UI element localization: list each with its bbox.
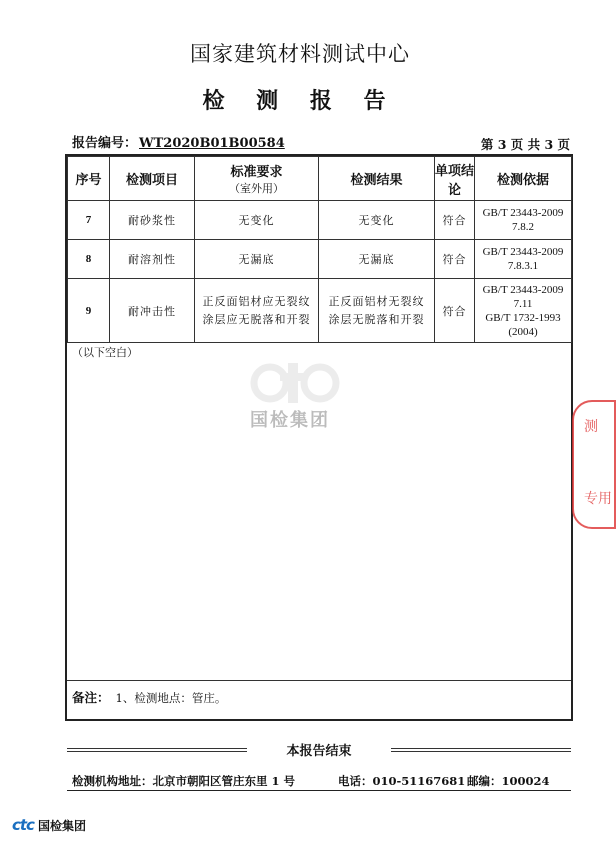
row-basis	[475, 279, 572, 343]
row-basis-line: 7.8.2	[512, 221, 534, 233]
row-item: 耐溶剂性	[110, 240, 195, 279]
lab-address: 检测机构地址：北京市朝阳区管庄东里 1 号	[72, 774, 296, 788]
ctc-logo-text: 国检集团	[37, 819, 86, 833]
row-basis-line: 7.11	[513, 297, 533, 310]
row-basis	[475, 201, 572, 240]
row-result: 正反面铝材无裂纹涂层无脱落和开裂	[319, 279, 435, 343]
row-basis-line: GB/T 23443-2009	[482, 246, 564, 258]
watermark-text: 国检集团	[250, 410, 330, 431]
header-result: 检测结果	[319, 157, 435, 201]
header-requirement	[195, 157, 319, 201]
remarks-divider	[67, 680, 571, 681]
row-conclusion: 符合	[435, 201, 475, 240]
report-number-value: WT2020B01B00584	[139, 136, 285, 151]
end-of-report-row	[67, 740, 571, 760]
header-requirement-sub: （室外用）	[229, 182, 284, 195]
row-seq: 7	[68, 201, 110, 240]
row-conclusion: 符合	[435, 240, 475, 279]
table-header-row	[68, 157, 572, 201]
end-of-report-text: 本报告结束	[286, 744, 352, 759]
lab-postcode: 邮编：100024	[467, 774, 550, 788]
header-requirement-label: 标准要求	[230, 165, 283, 180]
remarks-text: 1、检测地点：管庄。	[115, 691, 227, 705]
row-requirement: 正反面铝材应无裂纹涂层应无脱落和开裂	[195, 279, 319, 343]
row-basis-line: GB/T 1732-1993	[485, 311, 561, 324]
row-requirement: 无漏底	[195, 240, 319, 279]
ctc-watermark-logo	[248, 355, 338, 405]
stamp-text-top: 测	[584, 419, 598, 435]
table-row	[68, 240, 572, 279]
official-seal-stamp	[572, 400, 616, 529]
blank-below-note: （以下空白）	[72, 346, 138, 359]
organization-name: 国家建筑材料测试中心	[190, 42, 410, 66]
remarks	[72, 688, 226, 706]
end-rule-right	[391, 748, 571, 749]
row-conclusion: 符合	[435, 279, 475, 343]
row-basis-line: GB/T 23443-2009	[482, 207, 564, 219]
row-requirement: 无变化	[195, 201, 319, 240]
row-seq: 8	[68, 240, 110, 279]
remarks-label: 备注：	[72, 690, 110, 705]
header-basis: 检测依据	[475, 157, 572, 201]
row-basis-line: 7.8.3.1	[507, 260, 539, 272]
results-table	[67, 156, 572, 343]
row-result: 无变化	[319, 201, 435, 240]
row-basis-line: (2004)	[508, 325, 538, 338]
footer-divider	[67, 790, 571, 791]
document-title: 检 测 报 告	[202, 88, 398, 114]
ctc-brand-logo	[12, 816, 86, 834]
row-basis-line: GB/T 23443-2009	[482, 283, 564, 296]
row-result: 无漏底	[319, 240, 435, 279]
table-row	[68, 279, 572, 343]
row-item: 耐砂浆性	[110, 201, 195, 240]
stamp-text-bottom: 专用	[584, 491, 612, 507]
report-number	[72, 132, 285, 151]
header-conclusion: 单项结论	[435, 157, 475, 201]
report-number-label: 报告编号：	[72, 136, 138, 151]
row-basis	[475, 240, 572, 279]
row-item: 耐冲击性	[110, 279, 195, 343]
row-seq: 9	[68, 279, 110, 343]
lab-phone: 电话：010-51167681	[338, 774, 466, 788]
table-row	[68, 201, 572, 240]
end-rule-right	[391, 751, 571, 752]
ctc-logo-mark: ctc	[12, 816, 34, 834]
header-item: 检测项目	[110, 157, 195, 201]
header-seq: 序号	[68, 157, 110, 201]
page-info: 第 3 页 共 3 页	[480, 137, 570, 152]
